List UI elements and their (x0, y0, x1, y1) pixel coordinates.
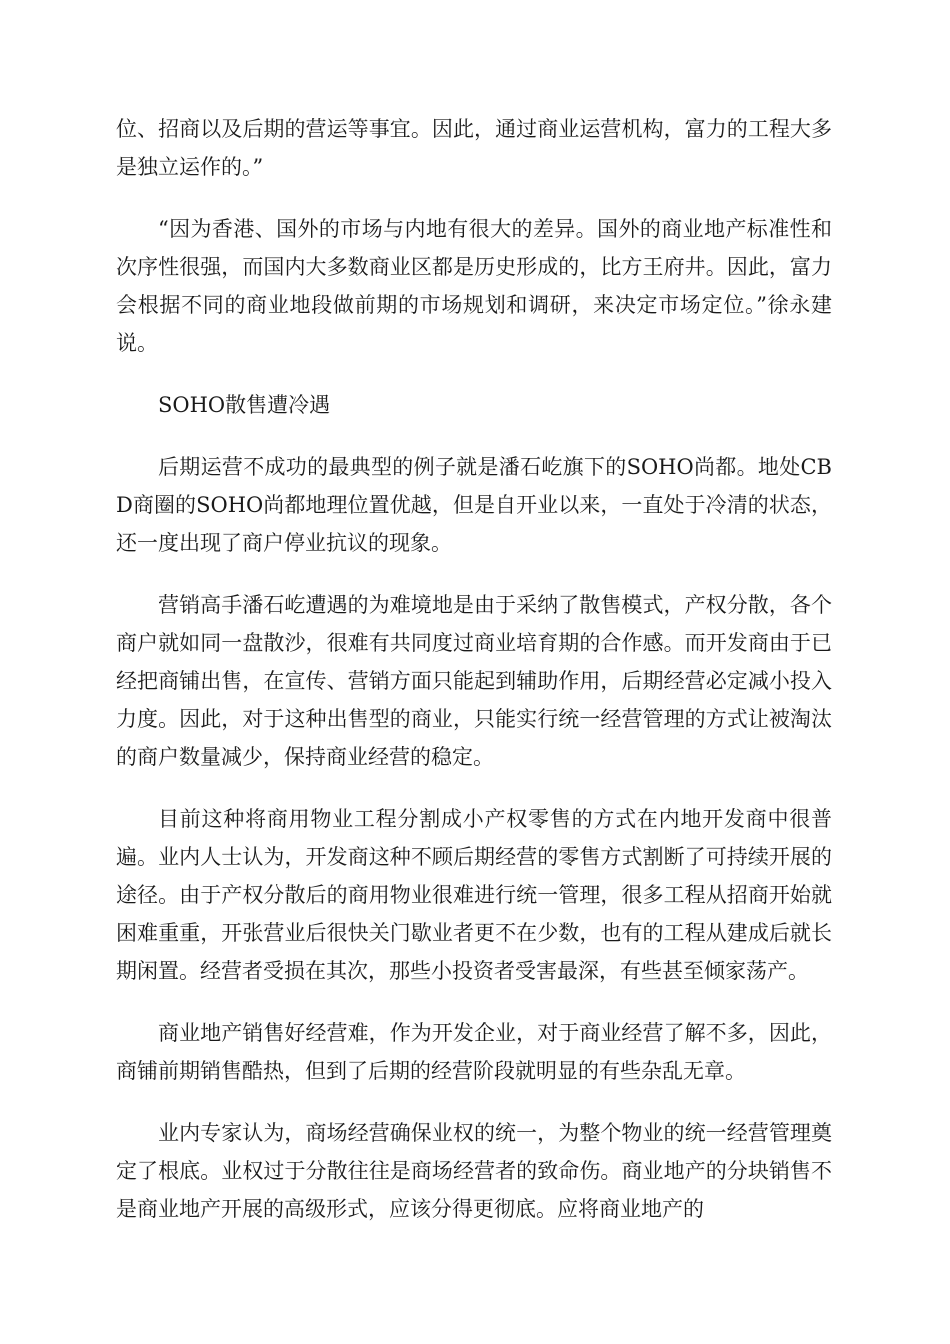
document-body (116, 110, 832, 1252)
paragraph: 商业地产销售好经营难，作为开发企业，对于商业经营了解不多，因此，商铺前期销售酷热，但到了后期的经营阶段就明显的有些杂乱无章。 (116, 1021, 832, 1083)
paragraph-continuation: 位、招商以及后期的营运等事宜。因此，通过商业运营机构，富力的工程大多是独立运作的。” (116, 117, 832, 179)
paragraph-quote: “因为香港、国外的市场与内地有很大的差异。国外的商业地产标准性和次序性很强，而国内大多数商业区都是历史形成的，比方王府井。因此，富力会根据不同的商业地段做前期的市场规划和调研，来决定市场定位。”徐永建说。 (116, 217, 832, 355)
paragraph: 后期运营不成功的最典型的例子就是潘石屹旗下的SOHO尚都。地处CBD商圈的SOHO尚都地理位置优越，但是自开业以来，一直处于冷清的状态，还一度出现了商户停业抗议的现象。 (116, 455, 832, 555)
section-heading: SOHO散售遭冷遇 (158, 393, 331, 417)
paragraph: 营销高手潘石屹遭遇的为难境地是由于采纳了散售模式，产权分散，各个商户就如同一盘散沙，很难有共同度过商业培育期的合作感。而开发商由于已经把商铺出售，在宣传、营销方面只能起到辅助作用，后期经营必定减小投入力度。因此，对于这种出售型的商业，只能实行统一经营管理的方式让被淘汰的商户数量减少，保持商业经营的稳定。 (116, 593, 832, 769)
paragraph: 目前这种将商用物业工程分割成小产权零售的方式在内地开发商中很普遍。业内人士认为，开发商这种不顾后期经营的零售方式割断了可持续开展的途径。由于产权分散后的商用物业很难进行统一管理，很多工程从招商开始就困难重重，开张营业后很快关门歇业者更不在少数，也有的工程从建成后就长期闲置。经营者受损在其次，那些小投资者受害最深，有些甚至倾家荡产。 (116, 807, 832, 983)
paragraph: 业内专家认为，商场经营确保业权的统一，为整个物业的统一经营管理奠定了根底。业权过于分散往往是商场经营者的致命伤。商业地产的分块销售不是商业地产开展的高级形式，应该分得更彻底。应将商业地产的 (116, 1121, 832, 1221)
